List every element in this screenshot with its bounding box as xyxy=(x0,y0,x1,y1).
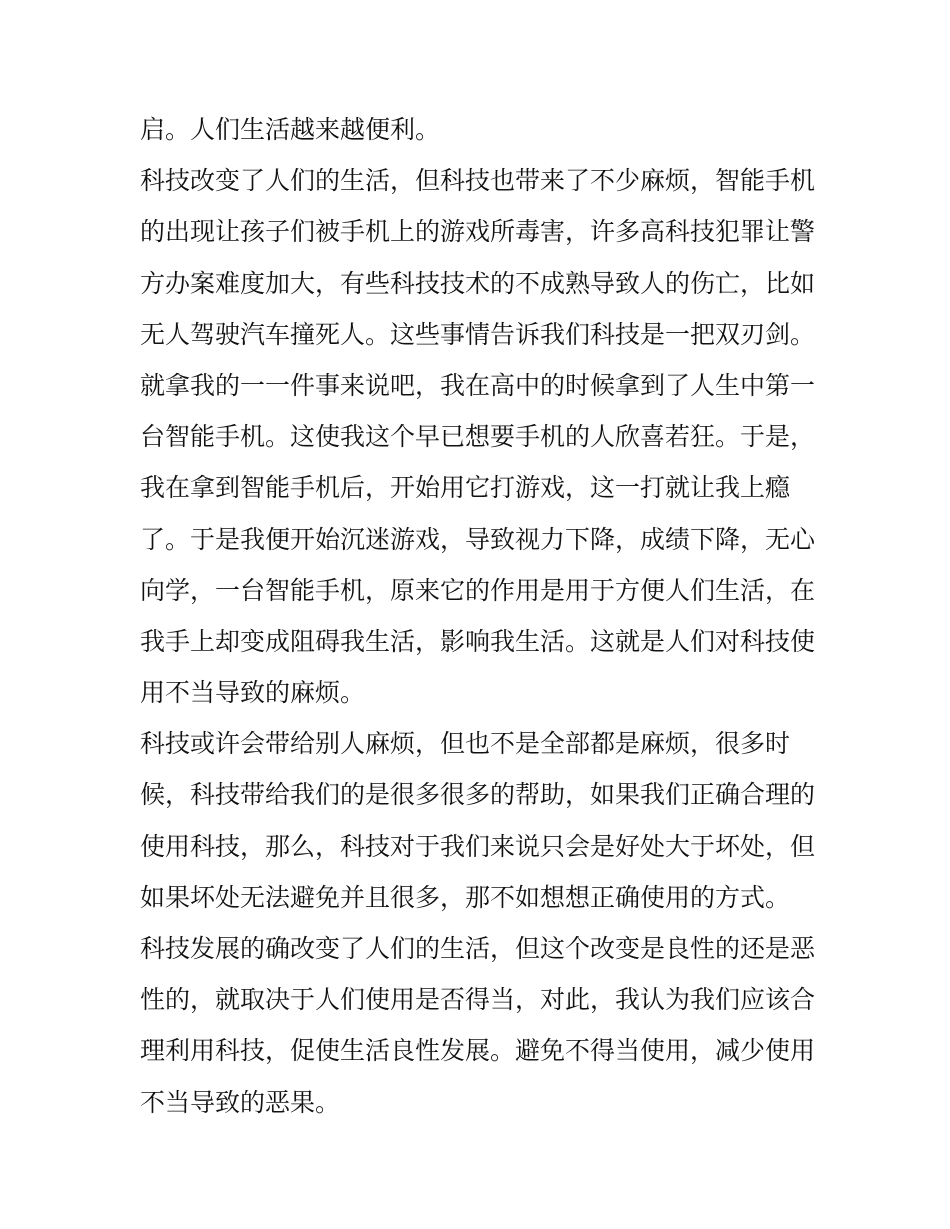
text-line: 使用科技，那么，科技对于我们来说只会是好处大于坏处，但 xyxy=(140,831,816,861)
text-line: 科技发展的确改变了人们的生活，但这个改变是良性的还是恶 xyxy=(140,934,816,963)
text-line: 科技改变了人们的生活，但科技也带来了不少麻烦，智能手机 xyxy=(140,166,816,196)
text-line: 就拿我的一一件事来说吧，我在高中的时候拿到了人生中第一 xyxy=(140,370,816,400)
text-line: 如果坏处无法避免并且很多，那不如想想正确使用的方式。 xyxy=(140,882,791,912)
text-line: 科技或许会带给别人麻烦，但也不是全部都是麻烦，很多时 xyxy=(140,729,791,759)
text-line: 用不当导致的麻烦。 xyxy=(140,678,366,708)
text-line: 启。人们生活越来越便利。 xyxy=(140,115,441,144)
text-line: 性的，就取决于人们使用是否得当，对此，我认为我们应该合 xyxy=(140,985,816,1015)
essay-body xyxy=(140,104,820,1128)
text-line: 台智能手机。这使我这个早已想要手机的人欣喜若狂。于是， xyxy=(140,422,816,452)
text-line: 我在拿到智能手机后，开始用它打游戏，这一打就让我上瘾 xyxy=(140,473,791,503)
text-line: 候，科技带给我们的是很多很多的帮助，如果我们正确合理的 xyxy=(140,780,816,810)
text-line: 我手上却变成阻碍我生活，影响我生活。这就是人们对科技使 xyxy=(140,626,816,656)
text-line: 不当导致的恶果。 xyxy=(140,1087,341,1117)
text-line: 的出现让孩子们被手机上的游戏所毒害，许多高科技犯罪让警 xyxy=(140,217,816,247)
text-line: 了。于是我便开始沉迷游戏，导致视力下降，成绩下降，无心 xyxy=(140,524,816,554)
text-line: 理利用科技，促使生活良性发展。避免不得当使用，减少使用 xyxy=(140,1036,816,1066)
text-line: 无人驾驶汽车撞死人。这些事情告诉我们科技是一把双刃剑。 xyxy=(140,319,816,349)
text-line: 方办案难度加大，有些科技技术的不成熟导致人的伤亡，比如 xyxy=(140,268,816,298)
text-line: 向学，一台智能手机，原来它的作用是用于方便人们生活，在 xyxy=(140,575,816,605)
